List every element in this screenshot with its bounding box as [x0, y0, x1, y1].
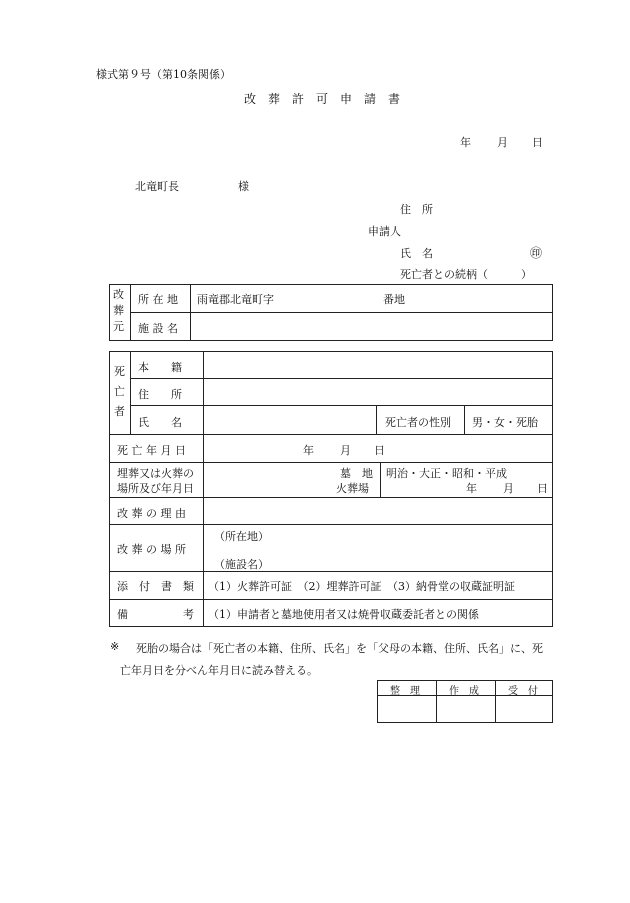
burial-label-2: 場所及び年月日	[117, 482, 194, 495]
burial-label-1: 埋葬又は火葬の	[117, 467, 194, 480]
burial-day: 日	[537, 482, 548, 495]
new-location-hint: （所在地）	[214, 530, 269, 543]
date-month-label: 月	[497, 136, 508, 149]
origin-facility-field[interactable]	[191, 313, 552, 340]
attachments-value: （1）火葬許可証 （2）埋葬許可証 （3）納骨堂の収蔵証明証	[208, 580, 515, 593]
applicant-label: 申請人	[368, 225, 401, 238]
office-col-processing: 整 理	[390, 686, 420, 697]
remarks-label: 備 考	[117, 608, 194, 621]
deceased-address-field[interactable]	[204, 379, 552, 404]
origin-location-label: 所 在 地	[138, 293, 178, 306]
note-mark: ※	[110, 640, 120, 653]
note-line-2: 亡年月日を分べん年月日に読み替える。	[120, 664, 318, 677]
new-place-label: 改 葬 の 場 所	[117, 543, 186, 556]
death-year: 年	[303, 444, 314, 457]
deceased-name-label: 氏 名	[138, 416, 182, 429]
office-col-receipt: 受 付	[508, 686, 538, 697]
applicant-name-label: 氏 名	[400, 247, 433, 260]
burial-month: 月	[503, 482, 514, 495]
office-col-creation: 作 成	[449, 686, 479, 697]
new-facility-hint: （施設名）	[214, 558, 269, 571]
addressee: 北竜町長	[135, 180, 179, 193]
honorific: 様	[238, 180, 249, 193]
death-month: 月	[340, 444, 351, 457]
page-title: 改 葬 許 可 申 請 書	[244, 92, 401, 106]
relation-label: 死亡者との続柄（ ）	[400, 268, 532, 281]
seal-mark: ㊞	[530, 246, 543, 260]
origin-banchi: 番地	[383, 293, 405, 306]
form-number: 様式第９号（第10条関係）	[96, 68, 231, 81]
gender-label: 死亡者の性別	[385, 416, 451, 429]
crematorium-label: 火葬場	[336, 482, 369, 495]
era-options[interactable]: 明治・大正・昭和・平成	[386, 467, 507, 480]
grave-label: 墓 地	[340, 467, 373, 480]
origin-group-label: 改 葬 元	[113, 288, 124, 333]
honseki-label: 本 籍	[138, 361, 182, 374]
gender-options[interactable]: 男・女・死胎	[472, 416, 538, 429]
deceased-group-label: 死 亡 者	[114, 365, 125, 418]
date-year-label: 年	[460, 136, 471, 149]
reason-label: 改 葬 の 理 由	[117, 507, 186, 520]
remarks-value: （1）申請者と墓地使用者又は焼骨収蔵委託者との関係	[208, 608, 479, 621]
applicant-address-label: 住 所	[400, 203, 433, 216]
date-day-label: 日	[532, 136, 543, 149]
reason-field[interactable]	[204, 498, 552, 523]
death-day: 日	[374, 444, 385, 457]
origin-location-value: 雨竜郡北竜町字	[197, 293, 274, 306]
note-line-1: 死胎の場合は「死亡者の本籍、住所、氏名」を「父母の本籍、住所、氏名」に、死	[136, 642, 543, 655]
origin-facility-label: 施 設 名	[138, 322, 178, 335]
honseki-field[interactable]	[204, 352, 552, 377]
death-date-label: 死 亡 年 月 日	[117, 444, 186, 457]
deceased-address-label: 住 所	[138, 388, 182, 401]
attachments-label: 添 付 書 類	[117, 580, 194, 593]
burial-year: 年	[466, 482, 477, 495]
deceased-name-field[interactable]	[204, 406, 375, 433]
